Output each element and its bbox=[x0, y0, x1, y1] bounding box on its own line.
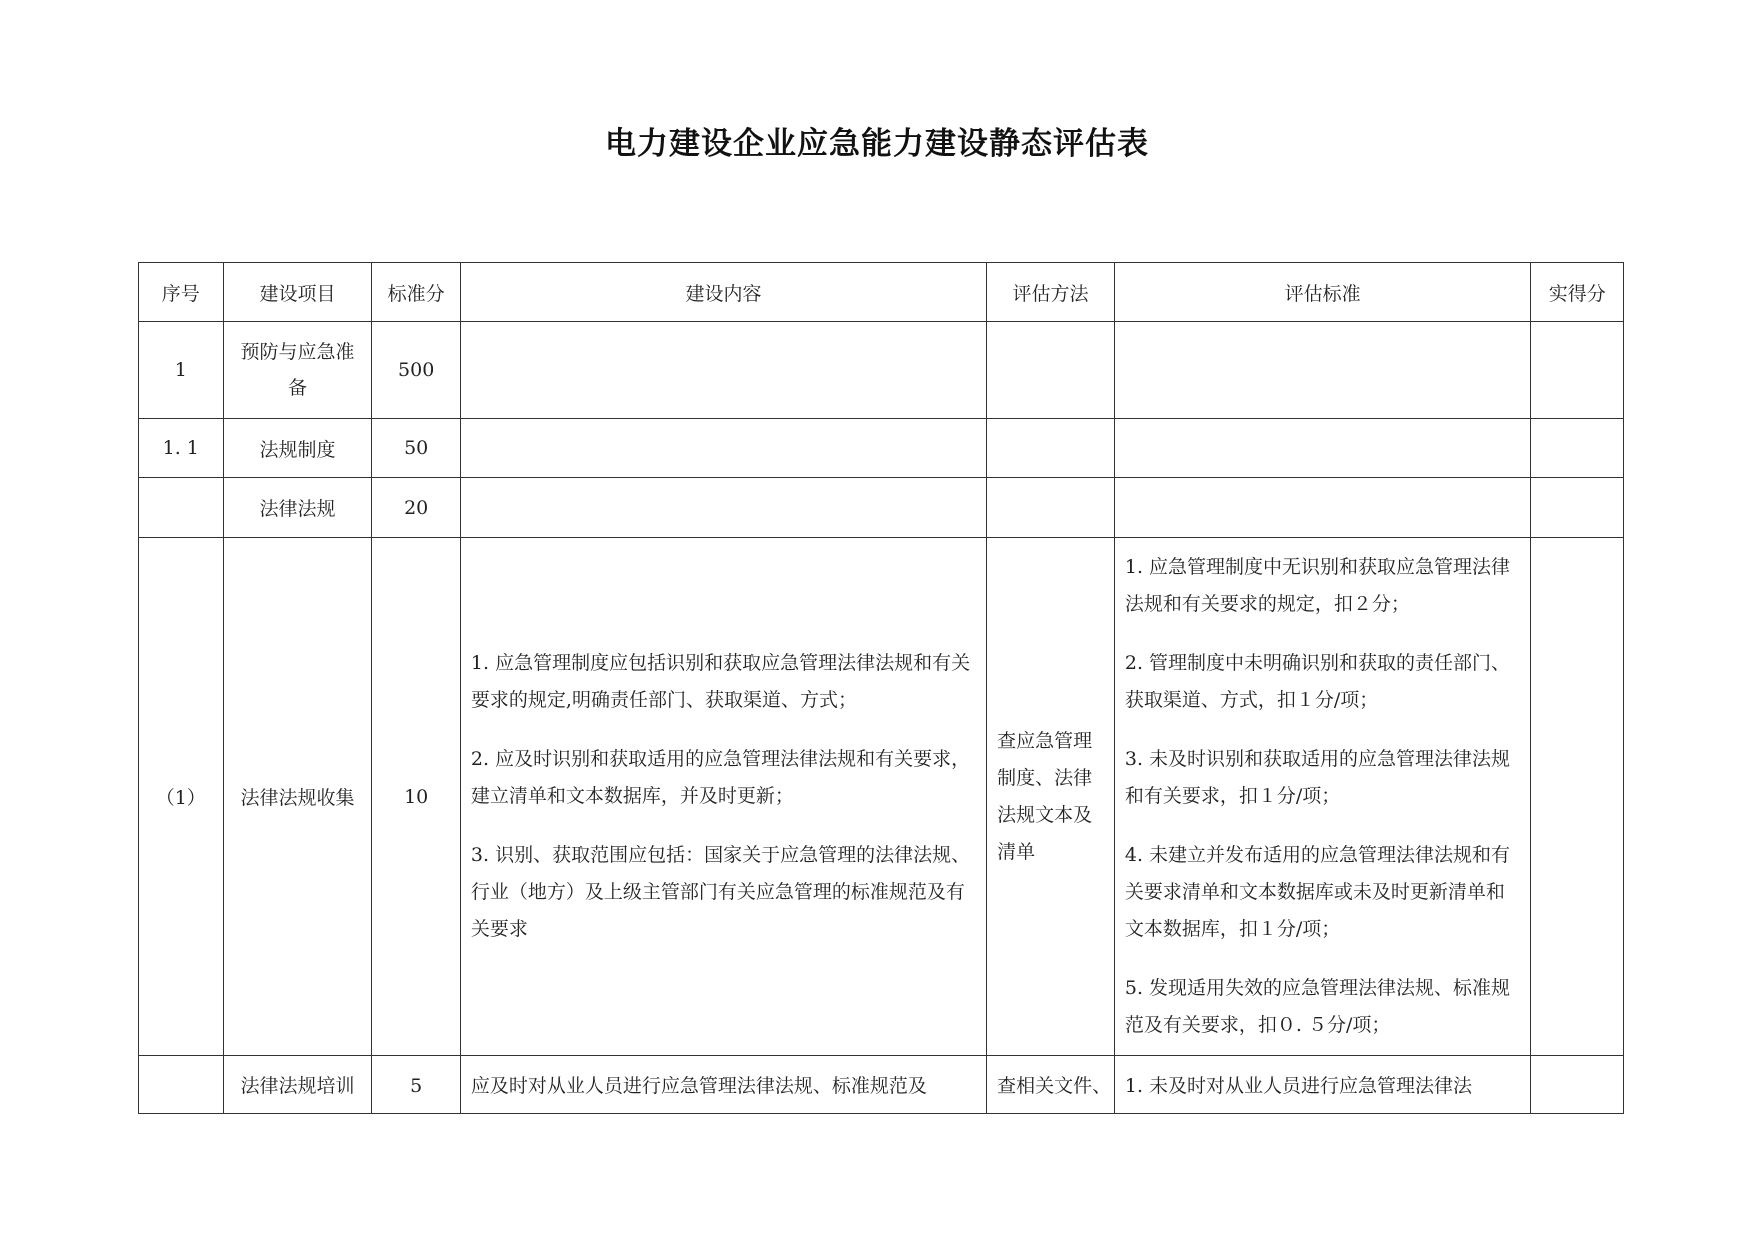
table-row bbox=[139, 322, 1624, 419]
row-method: 查相关文件、 bbox=[987, 1056, 1115, 1114]
row-criteria bbox=[1114, 1056, 1531, 1114]
row-item: 法律法规收集 bbox=[223, 538, 372, 1056]
row-score: 10 bbox=[372, 538, 461, 1056]
criteria-paragraph: 1. 未及时对从业人员进行应急管理法律法 bbox=[1124, 1075, 1473, 1097]
content-paragraph: 3. 识别、获取范围应包括：国家关于应急管理的法律法规、行业（地方）及上级主管部门有关应急管理的标准规范及有关要求 bbox=[470, 844, 971, 940]
table-row bbox=[139, 419, 1624, 478]
header-item: 建设项目 bbox=[223, 263, 372, 322]
evaluation-table bbox=[138, 262, 1624, 1114]
criteria-paragraph: 2. 管理制度中未明确识别和获取的责任部门、获取渠道、方式，扣１分/项； bbox=[1124, 652, 1511, 711]
content-paragraph: 1. 应急管理制度应包括识别和获取应急管理法律法规和有关要求的规定,明确责任部门、获取渠道、方式； bbox=[470, 652, 971, 711]
content-paragraph: 应及时对从业人员进行应急管理法律法规、标准规范及 bbox=[470, 1075, 927, 1097]
row-item: 法律法规 bbox=[223, 478, 372, 538]
row-criteria bbox=[1114, 419, 1531, 478]
header-content: 建设内容 bbox=[460, 263, 986, 322]
row-no bbox=[139, 478, 224, 538]
row-content bbox=[460, 419, 986, 478]
criteria-paragraph: 1. 应急管理制度中无识别和获取应急管理法律法规和有关要求的规定，扣２分； bbox=[1124, 556, 1511, 615]
criteria-paragraph: 3. 未及时识别和获取适用的应急管理法律法规和有关要求，扣１分/项； bbox=[1124, 748, 1511, 807]
page-title: 电力建设企业应急能力建设静态评估表 bbox=[605, 126, 1149, 162]
row-no: 1 bbox=[139, 322, 224, 419]
row-score: 20 bbox=[372, 478, 461, 538]
row-criteria bbox=[1114, 478, 1531, 538]
table-row bbox=[139, 478, 1624, 538]
row-actual bbox=[1531, 322, 1624, 419]
row-content bbox=[460, 478, 986, 538]
row-score: 5 bbox=[372, 1056, 461, 1114]
row-no: （1） bbox=[139, 538, 224, 1056]
content-paragraph: 2. 应及时识别和获取适用的应急管理法律法规和有关要求，建立清单和文本数据库，并及时更新； bbox=[470, 748, 971, 807]
row-content bbox=[460, 1056, 986, 1114]
row-method: 查应急管理制度、法律法规文本及清单 bbox=[987, 538, 1115, 1056]
row-method bbox=[987, 419, 1115, 478]
row-item: 预防与应急准备 bbox=[223, 322, 372, 419]
header-no: 序号 bbox=[139, 263, 224, 322]
header-score: 标准分 bbox=[372, 263, 461, 322]
row-content bbox=[460, 322, 986, 419]
row-content bbox=[460, 538, 986, 1056]
header-method: 评估方法 bbox=[987, 263, 1115, 322]
header-actual: 实得分 bbox=[1531, 263, 1624, 322]
row-actual bbox=[1531, 1056, 1624, 1114]
row-criteria bbox=[1114, 538, 1531, 1056]
row-method bbox=[987, 322, 1115, 419]
row-method bbox=[987, 478, 1115, 538]
header-criteria: 评估标准 bbox=[1114, 263, 1531, 322]
row-no: 1. 1 bbox=[139, 419, 224, 478]
row-item: 法规制度 bbox=[223, 419, 372, 478]
row-item: 法律法规培训 bbox=[223, 1056, 372, 1114]
table-row bbox=[139, 1056, 1624, 1114]
row-criteria bbox=[1114, 322, 1531, 419]
row-score: 500 bbox=[372, 322, 461, 419]
row-score: 50 bbox=[372, 419, 461, 478]
row-no bbox=[139, 1056, 224, 1114]
row-actual bbox=[1531, 478, 1624, 538]
row-actual bbox=[1531, 538, 1624, 1056]
table-header-row bbox=[139, 263, 1624, 322]
criteria-paragraph: 4. 未建立并发布适用的应急管理法律法规和有关要求清单和文本数据库或未及时更新清单和文本数据库，扣１分/项； bbox=[1124, 844, 1511, 940]
criteria-paragraph: 5. 发现适用失效的应急管理法律法规、标准规范及有关要求，扣０. ５分/项； bbox=[1124, 977, 1511, 1036]
table-row bbox=[139, 538, 1624, 1056]
row-actual bbox=[1531, 419, 1624, 478]
